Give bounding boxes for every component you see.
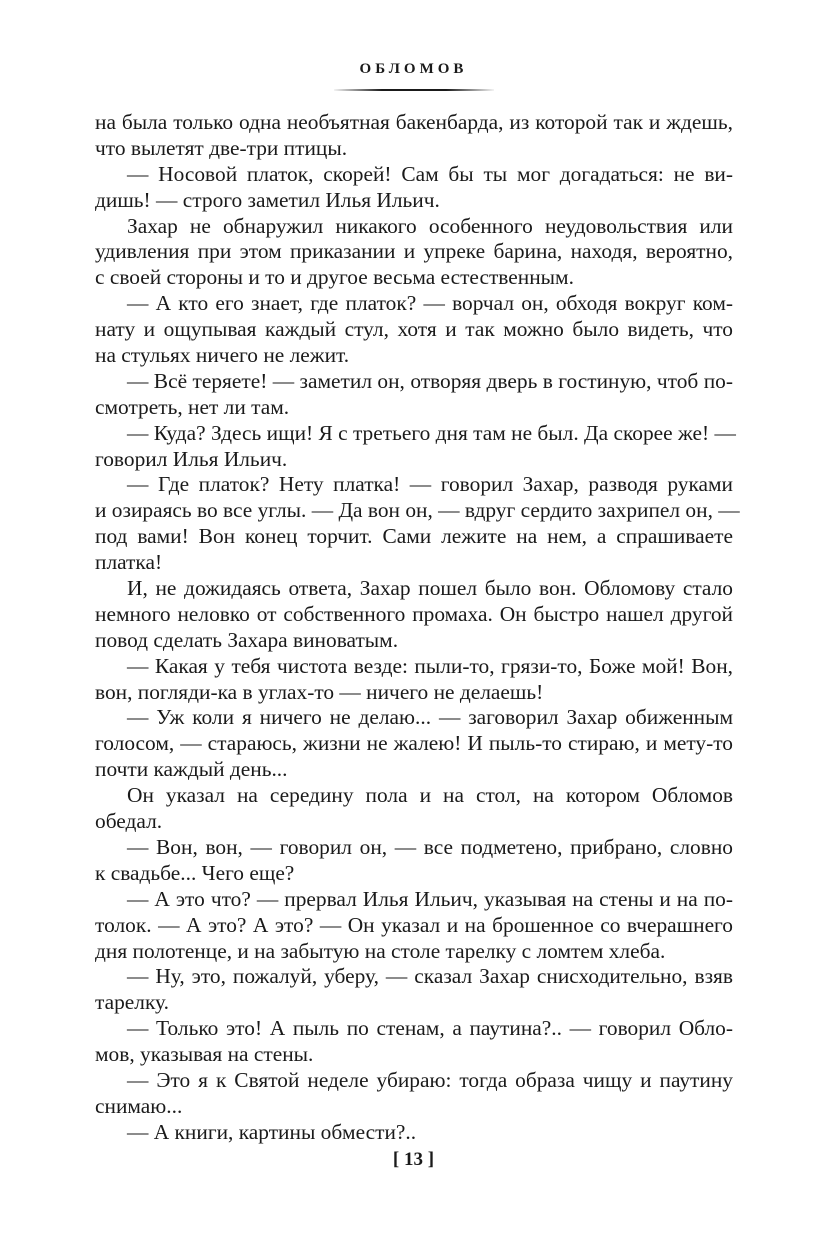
running-title: ОБЛОМОВ: [359, 61, 468, 77]
text-line: платка!: [95, 550, 163, 575]
text-line: — Уж коли я ничего не делаю... — заговорил Захар обиженным: [127, 705, 733, 730]
text-line: удивления при этом приказании и упреке барина, находя, вероятно,: [95, 239, 733, 264]
text-line: — А книги, картины обмести?..: [127, 1119, 417, 1144]
text-line: нату и ощупывая каждый стул, хотя и так можно было видеть, что: [95, 317, 733, 342]
text-line: голосом, — стараюсь, жизни не жалею! И пыль-то стираю, и мету-то: [95, 731, 733, 756]
page-number: [ 13 ]: [392, 1149, 435, 1170]
text-line: Он указал на середину пола и на стол, на котором Обломов: [127, 783, 733, 808]
text-line: И, не дожидаясь ответа, Захар пошел было вон. Обломову стало: [127, 576, 733, 601]
text-line: — А кто его знает, где платок? — ворчал он, обходя вокруг ком-: [127, 291, 733, 316]
text-line: снимаю...: [95, 1093, 183, 1118]
text-line: Захар не обнаружил никакого особенного неудовольствия или: [127, 213, 733, 238]
text-line: — Только это! А пыль по стенам, а паутина?.. — говорил Обло-: [127, 1016, 733, 1041]
text-line: — Носовой платок, скорей! Сам бы ты мог догадаться: не ви-: [127, 161, 733, 186]
text-line: что вылетят две-три птицы.: [95, 135, 348, 160]
text-line: почти каждый день...: [95, 757, 288, 782]
text-line: и озираясь во все углы. — Да вон он, — вдруг сердито захрипел он, —: [95, 498, 740, 523]
text-line: — Какая у тебя чистота везде: пыли-то, грязи-то, Боже мой! Вон,: [127, 653, 733, 678]
text-line: на стульях ничего не лежит.: [95, 343, 350, 368]
text-line: к свадьбе... Чего еще?: [95, 860, 295, 885]
text-line: толок. — А это? А это? — Он указал и на брошенное со вчерашнего: [95, 912, 733, 937]
text-line: говорил Илья Ильич.: [95, 446, 288, 471]
text-line: с своей стороны и то и другое весьма естественным.: [95, 265, 574, 290]
text-line: — Где платок? Нету платка! — говорил Захар, разводя руками: [127, 472, 733, 497]
text-line: под вами! Вон конец торчит. Сами лежите на нем, а спрашиваете: [95, 524, 733, 549]
text-line: смотреть, нет ли там.: [95, 394, 290, 419]
text-line: — Всё теряете! — заметил он, отворяя дверь в гостиную, чтоб по-: [127, 368, 733, 393]
text-line: — Вон, вон, — говорил он, — все подметено, прибрано, словно: [127, 834, 733, 859]
text-line: — Ну, это, пожалуй, уберу, — сказал Захар снисходительно, взяв: [127, 964, 733, 989]
text-line: — А это что? — прервал Илья Ильич, указывая на стены и на по-: [127, 886, 733, 911]
text-line: немного неловко от собственного промаха. Он быстро нашел другой: [95, 601, 733, 626]
text-line: на была только одна необъятная бакенбарда, из которой так и ждешь,: [95, 110, 733, 134]
text-line: дишь! — строго заметил Илья Ильич.: [95, 187, 440, 212]
header-rule: [334, 89, 494, 91]
running-head: [0, 58, 827, 78]
text-line: мов, указывая на стены.: [95, 1042, 314, 1067]
text-line: дня полотенце, и на забытую на столе тарелку с ломтем хлеба.: [95, 938, 666, 963]
text-line: — Это я к Святой неделе убираю: тогда образа чищу и паутину: [127, 1067, 733, 1092]
text-line: обедал.: [95, 809, 163, 834]
text-line: тарелку.: [95, 990, 169, 1015]
body-text: [95, 110, 740, 1146]
text-line: вон, погляди-ка в углах-то — ничего не делаешь!: [95, 679, 544, 704]
text-line: повод сделать Захара виноватым.: [95, 627, 399, 652]
text-line: — Куда? Здесь ищи! Я с третьего дня там не был. Да скорее же! —: [127, 420, 736, 445]
